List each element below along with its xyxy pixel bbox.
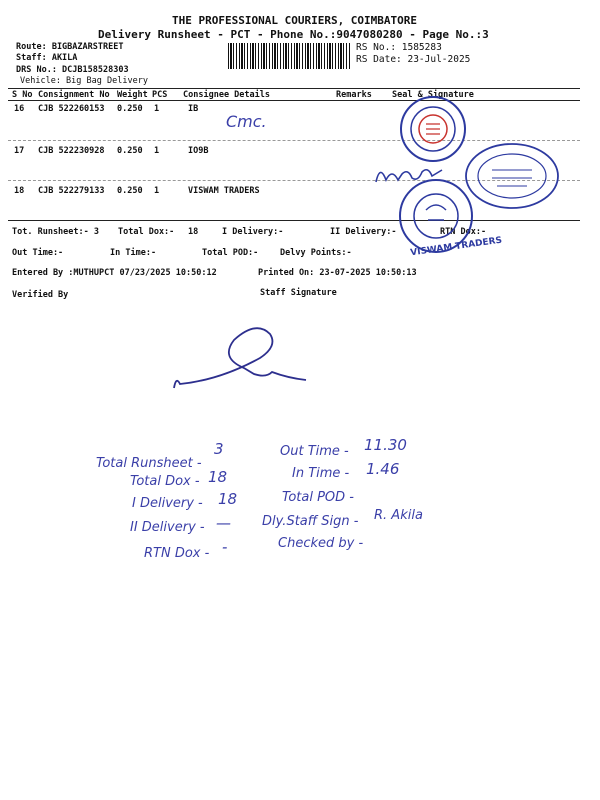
staff-signature bbox=[160, 318, 310, 398]
drs-info: DRS No.: DCJB158528303 bbox=[16, 65, 129, 75]
col-consignee: Consignee Details bbox=[183, 90, 270, 100]
initial-scribble bbox=[372, 160, 452, 188]
col-seal: Seal & Signature bbox=[392, 90, 474, 100]
hw-dly-staff-value: R. Akila bbox=[374, 508, 423, 523]
rtn-dox: RTN Dox:- bbox=[440, 227, 487, 237]
hw-out-time-label: Out Time - bbox=[280, 444, 349, 459]
out-time: Out Time:- bbox=[12, 248, 64, 258]
hw-out-time-value: 11.30 bbox=[364, 436, 407, 454]
table-row-sno: 17 bbox=[14, 146, 25, 156]
col-pcs: PCS bbox=[152, 90, 168, 100]
bank-stamp bbox=[462, 140, 562, 212]
table-row-sno: 16 bbox=[14, 104, 25, 114]
rs-date: RS Date: 23-Jul-2025 bbox=[356, 54, 471, 65]
vehicle-info: Vehicle: Big Bag Delivery bbox=[20, 76, 148, 86]
hw-in-time-label: In Time - bbox=[292, 466, 350, 481]
table-row-pcs: 1 bbox=[154, 146, 160, 156]
table-row-consignment: CJB 522279133 bbox=[38, 186, 105, 196]
col-sno: S No bbox=[12, 90, 33, 100]
hw-ii-delivery-value: — bbox=[216, 514, 231, 532]
hw-total-dox-label: Total Dox - bbox=[130, 474, 200, 489]
hw-total-runsheet-label: Total Runsheet - bbox=[96, 456, 202, 471]
table-row-consignee: IB bbox=[188, 104, 199, 114]
hw-i-delivery-value: 18 bbox=[218, 490, 238, 508]
seal-stamp-red bbox=[398, 94, 468, 164]
table-top-rule bbox=[8, 88, 580, 89]
total-dox-label: Total Dox:- bbox=[118, 227, 175, 237]
table-row-consignee: VISWAM TRADERS bbox=[188, 186, 260, 196]
table-row-pcs: 1 bbox=[154, 104, 160, 114]
verified-by: Verified By bbox=[12, 290, 69, 300]
hw-ii-delivery-label: II Delivery - bbox=[130, 520, 205, 535]
staff-info: Staff: AKILA bbox=[16, 53, 78, 63]
table-row-weight: 0.250 bbox=[117, 146, 143, 156]
delvy-points: Delvy Points:- bbox=[280, 248, 352, 258]
table-row-consignment: CJB 522260153 bbox=[38, 104, 105, 114]
table-row-pcs: 1 bbox=[154, 186, 160, 196]
table-bottom-rule bbox=[8, 220, 580, 221]
handwritten-cmc: Cmc. bbox=[226, 112, 267, 131]
viswam-stamp-text: VISWAM TRADERS bbox=[409, 235, 503, 259]
table-row-weight: 0.250 bbox=[117, 186, 143, 196]
staff-signature-label: Staff Signature bbox=[260, 288, 337, 298]
hw-rtn-dox-value: - bbox=[222, 538, 228, 556]
rs-number: RS No.: 1585283 bbox=[356, 42, 442, 53]
entered-by: Entered By :MUTHUPCT 07/23/2025 10:50:12 bbox=[12, 268, 217, 278]
printed-on: Printed On: 23-07-2025 10:50:13 bbox=[258, 268, 417, 278]
hw-checked-by-label: Checked by - bbox=[278, 536, 364, 551]
table-row-sno: 18 bbox=[14, 186, 25, 196]
hw-rtn-dox-label: RTN Dox - bbox=[144, 546, 210, 561]
ii-delivery: II Delivery:- bbox=[330, 227, 397, 237]
table-header-rule bbox=[8, 100, 580, 101]
hw-in-time-value: 1.46 bbox=[366, 460, 400, 478]
route-info: Route: BIGBAZARSTREET bbox=[16, 42, 124, 52]
barcode bbox=[228, 43, 350, 69]
table-row-consignment: CJB 522230928 bbox=[38, 146, 105, 156]
i-delivery: I Delivery:- bbox=[222, 227, 284, 237]
total-runsheet: Tot. Runsheet:- 3 bbox=[12, 227, 99, 237]
col-consignment: Consignment No bbox=[38, 90, 110, 100]
hw-total-dox-value: 18 bbox=[208, 468, 228, 486]
hw-total-runsheet-value: 3 bbox=[214, 440, 224, 458]
table-row-consignee: IO9B bbox=[188, 146, 209, 156]
total-pod: Total POD:- bbox=[202, 248, 259, 258]
table-row-weight: 0.250 bbox=[117, 104, 143, 114]
hw-total-pod-label: Total POD - bbox=[282, 490, 355, 505]
company-name: THE PROFESSIONAL COURIERS, COIMBATORE bbox=[172, 14, 418, 27]
hw-dly-staff-label: Dly.Staff Sign - bbox=[262, 514, 359, 529]
in-time: In Time:- bbox=[110, 248, 157, 258]
col-weight: Weight bbox=[117, 90, 148, 100]
runsheet-subtitle: Delivery Runsheet - PCT - Phone No.:9047080280 - Page No.:3 bbox=[98, 28, 489, 41]
hw-i-delivery-label: I Delivery - bbox=[132, 496, 203, 511]
total-dox-value: 18 bbox=[188, 227, 199, 237]
col-remarks: Remarks bbox=[336, 90, 372, 100]
